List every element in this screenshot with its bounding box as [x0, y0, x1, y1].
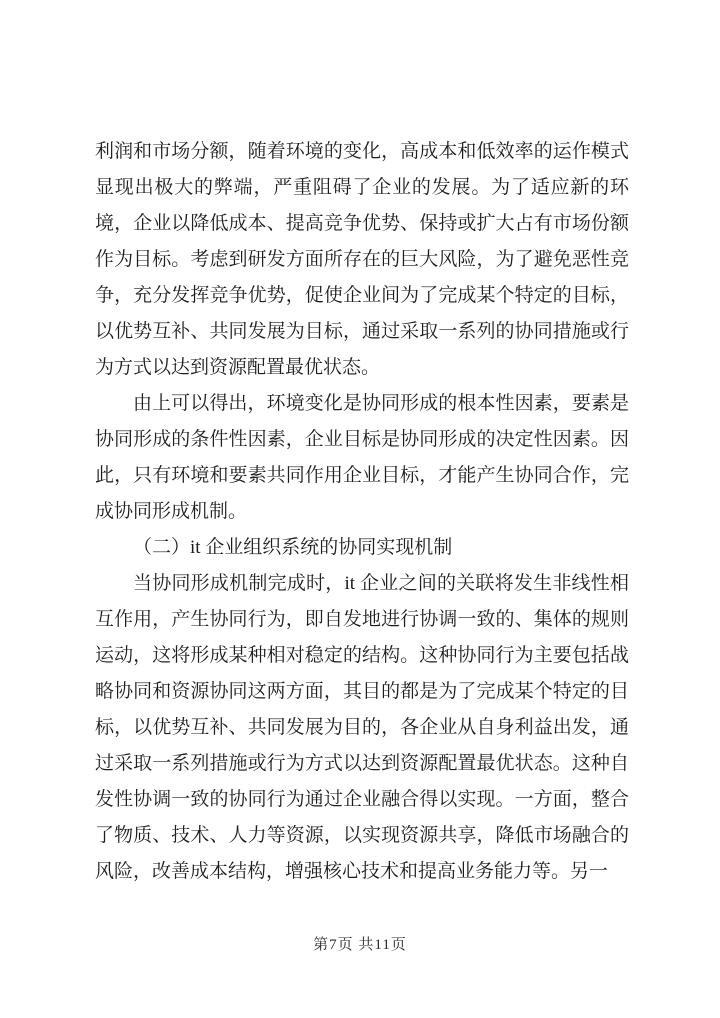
page-number-label: 第7页 共11页 [313, 937, 407, 953]
body-paragraph-mechanism: 当协同形成机制完成时，it 企业之间的关联将发生非线性相互作用，产生协同行为，即自发地进行协调一致的、集体的规则运动，这将形成某种相对稳定的结构。这种协同行为主要包括战略协同和资源协同这两方面，其目的都是为了完成某个特定的目标，以优势互补、共同发展为目的，各企业从自身利益出发，通过采取一系列措施或行为方式以达到资源配置最优状态。这种自发性协调一致的协同行为通过企业融合得以实现。一方面，整合了物质、技术、人力等资源，以实现资源共享，降低市场融合的风险，改善成本结构，增强核心技术和提高业务能力等。另一 [95, 573, 629, 882]
page-footer [0, 935, 720, 955]
section-heading: （二）it 企业组织系统的协同实现机制 [133, 537, 453, 558]
body-paragraph-continuation: 利润和市场分额，随着环境的变化，高成本和低效率的运作模式显现出极大的弊端，严重阻碍了企业的发展。为了适应新的环境，企业以降低成本、提高竞争优势、保持或扩大占有市场份额作为目标。考虑到研发方面所存在的巨大风险，为了避免恶性竞争，充分发挥竞争优势，促使企业间为了完成某个特定的目标，以优势互补、共同发展为目标，通过采取一系列的协同措施或行为方式以达到资源配置最优状态。 [95, 141, 629, 378]
body-paragraph-conclusion: 由上可以得出，环境变化是协同形成的根本性因素，要素是协同形成的条件性因素，企业目标是协同形成的决定性因素。因此，只有环境和要素共同作用企业目标，才能产生协同合作，完成协同形成机制。 [95, 393, 629, 522]
document-body [95, 134, 629, 890]
